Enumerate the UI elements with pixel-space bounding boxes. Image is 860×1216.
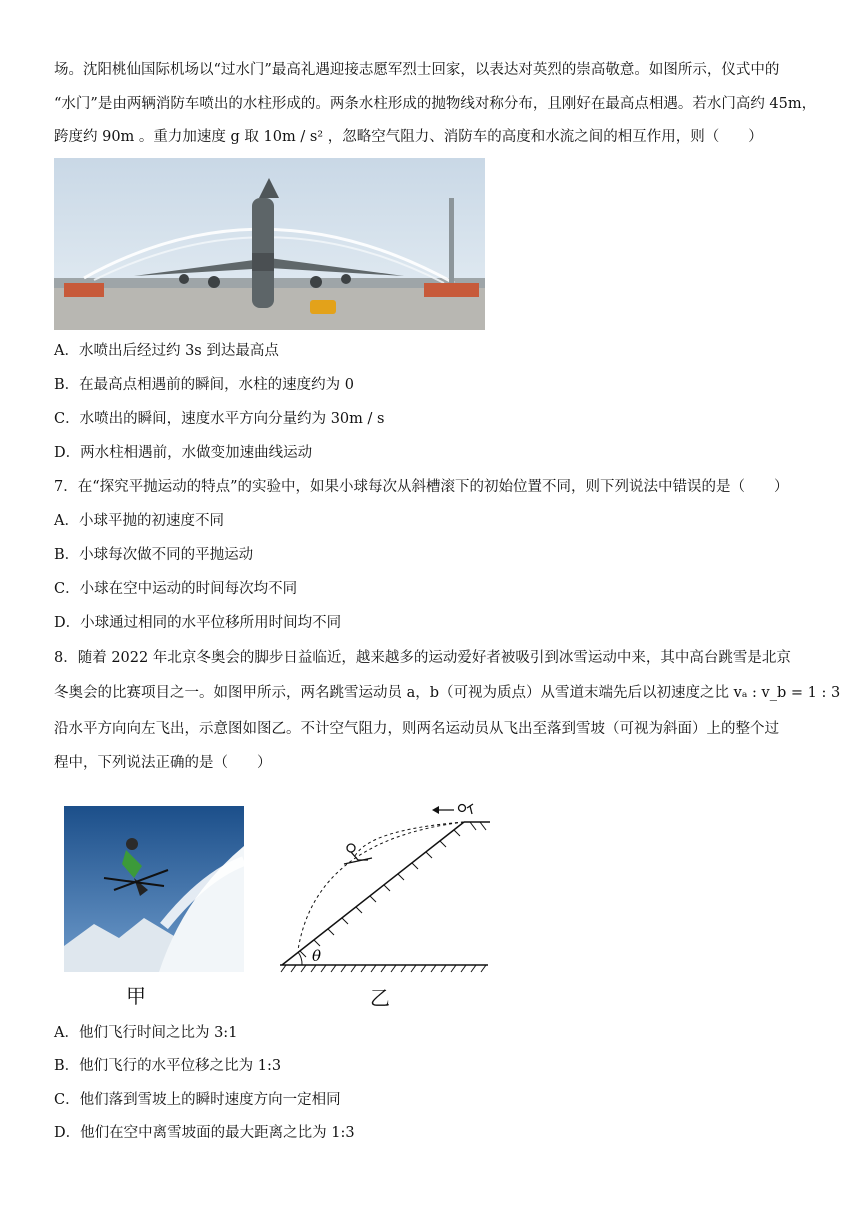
platform-hatch xyxy=(470,822,486,830)
slope-line xyxy=(282,822,464,965)
q6-option-a: A．水喷出后经过约 3s 到达最高点 xyxy=(54,343,279,359)
slope-hatch xyxy=(300,830,460,957)
q6-stem-line-3: 跨度约 90m 。重力加速度 g 取 10m / s² ，忽略空气阻力、消防车的高度和水流之间的相互作用，则（ ） xyxy=(54,129,763,145)
figure-label-jia: 甲 xyxy=(126,984,146,1008)
ski-slope-diagram xyxy=(276,800,496,975)
skier-figure xyxy=(344,844,372,864)
q8-stem-line-2: 冬奥会的比赛项目之一。如图甲所示，两名跳雪运动员 a，b（可视为质点）从雪道末端先后以初速度之比 vₐ : v_b = 1 : 3 xyxy=(54,685,841,701)
q8-option-d: D．他们在空中离雪坡面的最大距离之比为 1:3 xyxy=(54,1125,355,1141)
ground-hatch xyxy=(281,965,486,972)
top-skier-figure xyxy=(459,804,474,814)
q8-option-a: A．他们飞行时间之比为 3:1 xyxy=(54,1025,238,1041)
q7-stem: 7．在“探究平抛运动的特点”的实验中，如果小球每次从斜槽滚下的初始位置不同，则下列说法中错误的是（ ） xyxy=(54,479,789,495)
q7-option-a: A．小球平抛的初速度不同 xyxy=(54,513,224,529)
q8-option-c: C．他们落到雪坡上的瞬时速度方向一定相同 xyxy=(54,1092,341,1108)
q7-option-c: C．小球在空中运动的时间每次均不同 xyxy=(54,581,298,597)
q6-option-b: B．在最高点相遇前的瞬间，水柱的速度约为 0 xyxy=(54,377,354,393)
q6-option-d: D．两水柱相遇前，水做变加速曲线运动 xyxy=(54,445,313,461)
q6-stem-line-1: 场。沈阳桃仙国际机场以“过水门”最高礼遇迎接志愿军烈士回家，以表达对英烈的崇高敬意。如图所示，仪式中的 xyxy=(54,62,780,78)
q8-stem-line-4: 程中，下列说法正确的是（ ） xyxy=(54,755,272,771)
q6-option-c: C．水喷出的瞬间，速度水平方向分量约为 30m / s xyxy=(54,411,385,427)
q7-option-b: B．小球每次做不同的平抛运动 xyxy=(54,547,254,563)
q7-option-d: D．小球通过相同的水平位移所用时间均不同 xyxy=(54,615,342,631)
arrow-left-icon xyxy=(432,806,454,814)
angle-arc xyxy=(298,952,302,965)
q6-stem-line-2: “水门”是由两辆消防车喷出的水柱形成的。两条水柱形成的抛物线对称分布，且刚好在最高点相遇。若水门高约 45m， xyxy=(54,96,817,112)
q8-option-b: B．他们飞行的水平位移之比为 1:3 xyxy=(54,1058,282,1074)
trajectory-a xyxy=(354,822,464,858)
figure-label-yi: 乙 xyxy=(370,986,390,1010)
q8-stem-line-1: 8．随着 2022 年北京冬奥会的脚步日益临近，越来越多的运动爱好者被吸引到冰雪运动中来，其中高台跳雪是北京 xyxy=(54,650,791,666)
angle-theta-label: θ xyxy=(312,947,322,965)
water-gate-airplane-photo xyxy=(54,158,485,330)
ski-jumper-photo xyxy=(64,806,244,972)
q8-stem-line-3: 沿水平方向向左飞出，示意图如图乙。不计空气阻力，则两名运动员从飞出至落到雪坡（可视为斜面）上的整个过 xyxy=(54,721,779,737)
